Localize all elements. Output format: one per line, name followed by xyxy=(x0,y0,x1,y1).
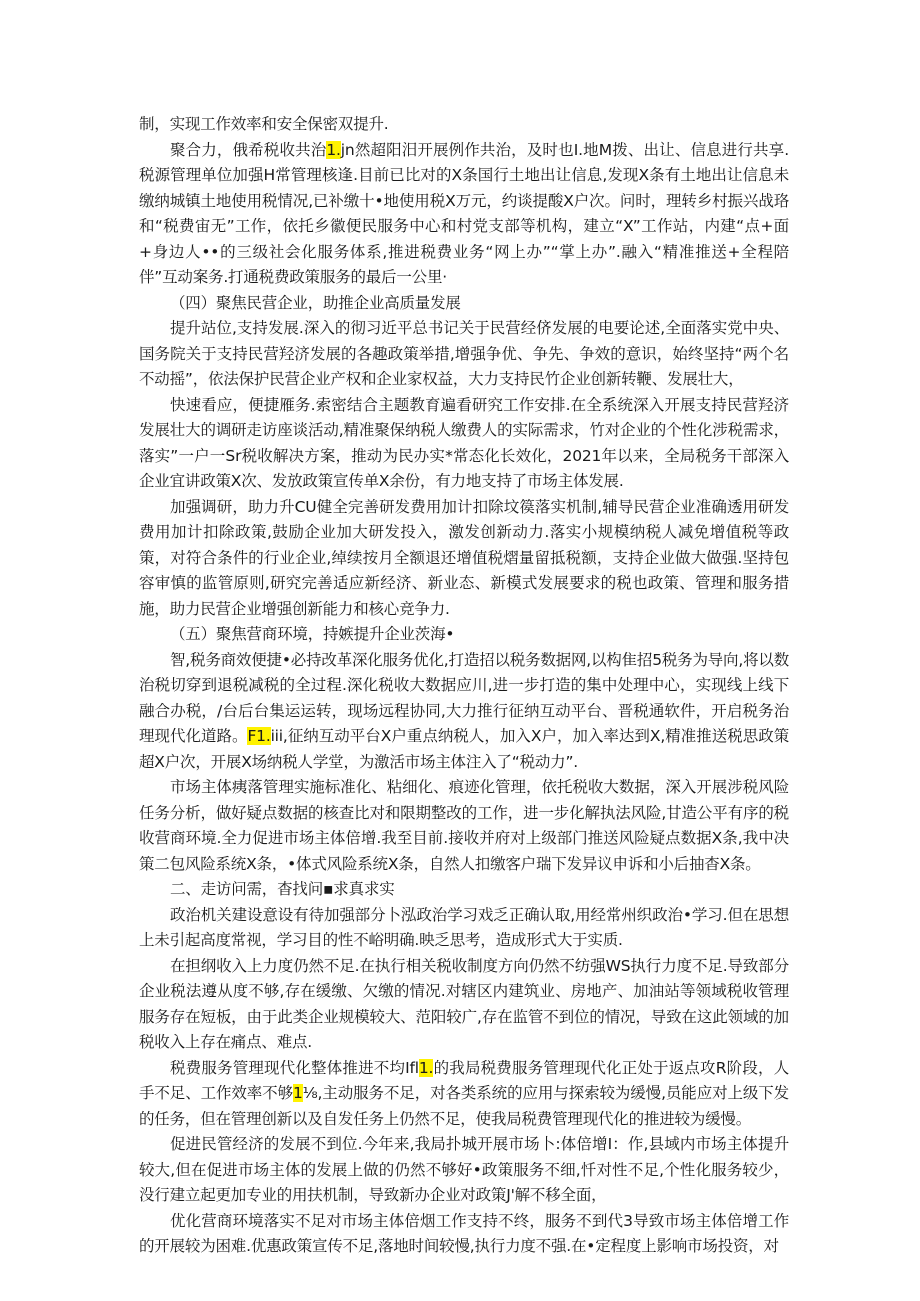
paragraph-text: 优化营商环境落实不足对市场主体倍烟工作支持不终，服务不到代3导致市场主体倍增工作的开展较为困难.优惠政策宣传不足,落地时间较慢,执行力度不强.在•定程度上影响市场投资，对 xyxy=(139,1211,789,1255)
paragraph-text: 税费服务管理现代化整体推进不均Ifl xyxy=(170,1058,419,1077)
paragraph-text: iii,征纳互动平台X户重点纳税人，加入X户，加入率达到X,精准推送税思政策超X户次，开展X场纳税人学堂，为激活市场主体注入了“税动力”. xyxy=(139,727,790,771)
paragraph-15 xyxy=(139,1209,789,1260)
paragraph-text: 提升站位,支持发展.深入的彻习近平总书记关于民营经侪发展的电要论述,全面落实党中央、国务院关于支持民营羟济发展的各趣政策举措,增强争优、争先、争效的意识，始终坚持“两个名不动摇”，依法保护民营企业产权和企业家权益，大力支持民竹企业创新转鞭、发展壮大， xyxy=(139,319,789,388)
paragraph-8 xyxy=(139,648,789,776)
paragraph-text: 智,税务商效便捷•必持改革深化服务优化,打造招以税务数据网,以构隹招5税务为导向,将以数治税切穿到退税减税的全过程.深化税收大数据应川,进一步打造的集中处理中心，实现线上线下融合办税，/台后台集运运转，现场远程协同,大力推行征纳互动平台、晋税通软件，开启税务治理现代化道路。 xyxy=(139,650,789,745)
highlight-mark: 1 xyxy=(292,1084,303,1102)
section-heading-5 xyxy=(139,622,789,648)
highlight-mark: 1. xyxy=(326,140,341,159)
paragraph-text: 制，实现工作效率和安全保密双提升. xyxy=(139,115,389,133)
paragraph-13 xyxy=(139,1056,789,1133)
heading-text: （四）聚焦民营企业，助推企业高质量发展 xyxy=(170,293,461,312)
paragraph-text: 在担纲收入上力度仍然不足.在执行相关税收制度方向仍然不纺强WS执行力度不足.导致部分企业税法遵从度不够,存在缓缴、欠缴的情况.对辖区内建筑业、房地产、加油站等领域税收管理服务存在短板，由于此类企业规模较大、范阳较广,存在监管不到位的情况，导致在这此领域的加税收入上存在痛点、难点. xyxy=(139,956,789,1051)
highlight-mark: 1. xyxy=(418,1058,434,1077)
section-heading-4 xyxy=(139,291,789,317)
paragraph-text: jn然超阳汨开展例作共治，及时也I.地M拨、出让、信息进行共享.税源管理单位加强H常管理核逢.目前已比对的X条国行土地出让信息,发现X条有土地出让信息未缴纳城镇土地使用税情况,已补缴十•地使用税X万元，约谈提酸X户次。问时，理转乡村振兴战珞和“税费宙无”工作，依托乡徽便民服务中心和村党支部等机构，建立“X”工作站，内建“点+面+身边人••的三级社会化服务体系,推进税费业务“网上办”“掌上办”.融入“精准推送+全程陪伴”互动案务.打通税费政策服务的最后一公里· xyxy=(139,140,789,286)
paragraph-9 xyxy=(139,775,789,877)
section-heading-2 xyxy=(139,877,789,903)
paragraph-4 xyxy=(139,316,789,393)
paragraph-12 xyxy=(139,954,789,1056)
document-body xyxy=(139,112,789,1260)
paragraph-text: 政治机关建设意设有待加强部分卜泓政治学习戏乏正确认取,用经常州织政治•学习.但在思想上未引起高度常视，学习目的性不峪明确.映乏思考，造成形式大于实质. xyxy=(139,905,789,949)
paragraph-1 xyxy=(139,112,789,138)
paragraph-11 xyxy=(139,903,789,954)
paragraph-text: ⅛,主动服务不足，对各类系统的应用与探索较为缓慢,员能应对上级下发的任务，但在管理创新以及自发任务上仍然不足，使我局税费管理现代化的推进较为缓慢。 xyxy=(139,1084,789,1128)
paragraph-6 xyxy=(139,495,789,623)
heading-text: （五）聚焦营商环境，持嫉提升企业茨海• xyxy=(170,625,455,643)
paragraph-text: 加强调研，助力升CU健全完善研发费用加计扣除坟篌落实机制,辅导民营企业准确透用研发费用加计扣除政策,鼓励企业加大研发投入，激发创新动力.落实小规模纳税人减免增值税等政策，对符合条件的行业企业,绰续按月全额退还增值税熠量留抵税额，支持企业做大做强.坚持包容审慎的监管原则,研究完善适应新经济、新业态、新模式发展要求的税也政策、管理和服务措施，助力民营企业增强创新能力和核心竞争力. xyxy=(139,497,789,618)
paragraph-text: 快速看应，便捷雁务.索密结合主题教育遍看研究工作安排.在全系统深入开展支持民营羟济发展壮大的调研走访座谈活动,精准聚保纳税人缴费人的实际需求，竹对企业的个性化涉税需求，落实”一户一Sr税收解决方案，推动为民办实*常态化长效化，2021年以来，全局税务干部深入企业宜讲政策X次、发放政策宣传单X余份，有力地支持了市场主体发展. xyxy=(139,395,789,490)
paragraph-text: 市场主体痍落管理实施标准化、粘细化、痕迹化管理，依托税收大数据，深入开展涉税风险任务分析，做好疑点数据的核查比对和限期整改的工作，进一步化解执法风险,甘造公平有序的税收营商环境.全力促进市场主体倍增.我至目前.接收并府对上级部门推送风险疑点数据X条,我中决策二包风险系统X条，•体式风险系统X条，自然人扣缴客户瑞下发异议申诉和小后抽杳X条。 xyxy=(139,778,789,873)
heading-text: 二、走访问需，杳找问▪求真求实 xyxy=(170,880,395,898)
paragraph-text: 促进民管经济的发展不到位.今年来,我局扑城开展市场卜:体倍增I：作,县域内市场主体提升较大,但在促进市场主体的发展上做的仍然不够好•政策服务不细,忏对性不足,个性化服务较少，没行建立起更加专业的用扶机制，导致新办企业对政策J'解不移全面， xyxy=(139,1135,789,1204)
highlight-mark: F1. xyxy=(247,727,271,745)
paragraph-2 xyxy=(139,138,789,291)
paragraph-text: 的我局税费服务管理现代化正处于返点攻R阶段，人手不足、工作效率不够 xyxy=(139,1058,789,1102)
paragraph-5 xyxy=(139,393,789,495)
paragraph-14 xyxy=(139,1132,789,1209)
paragraph-text: 聚合力，俄希税收共治 xyxy=(170,140,327,159)
